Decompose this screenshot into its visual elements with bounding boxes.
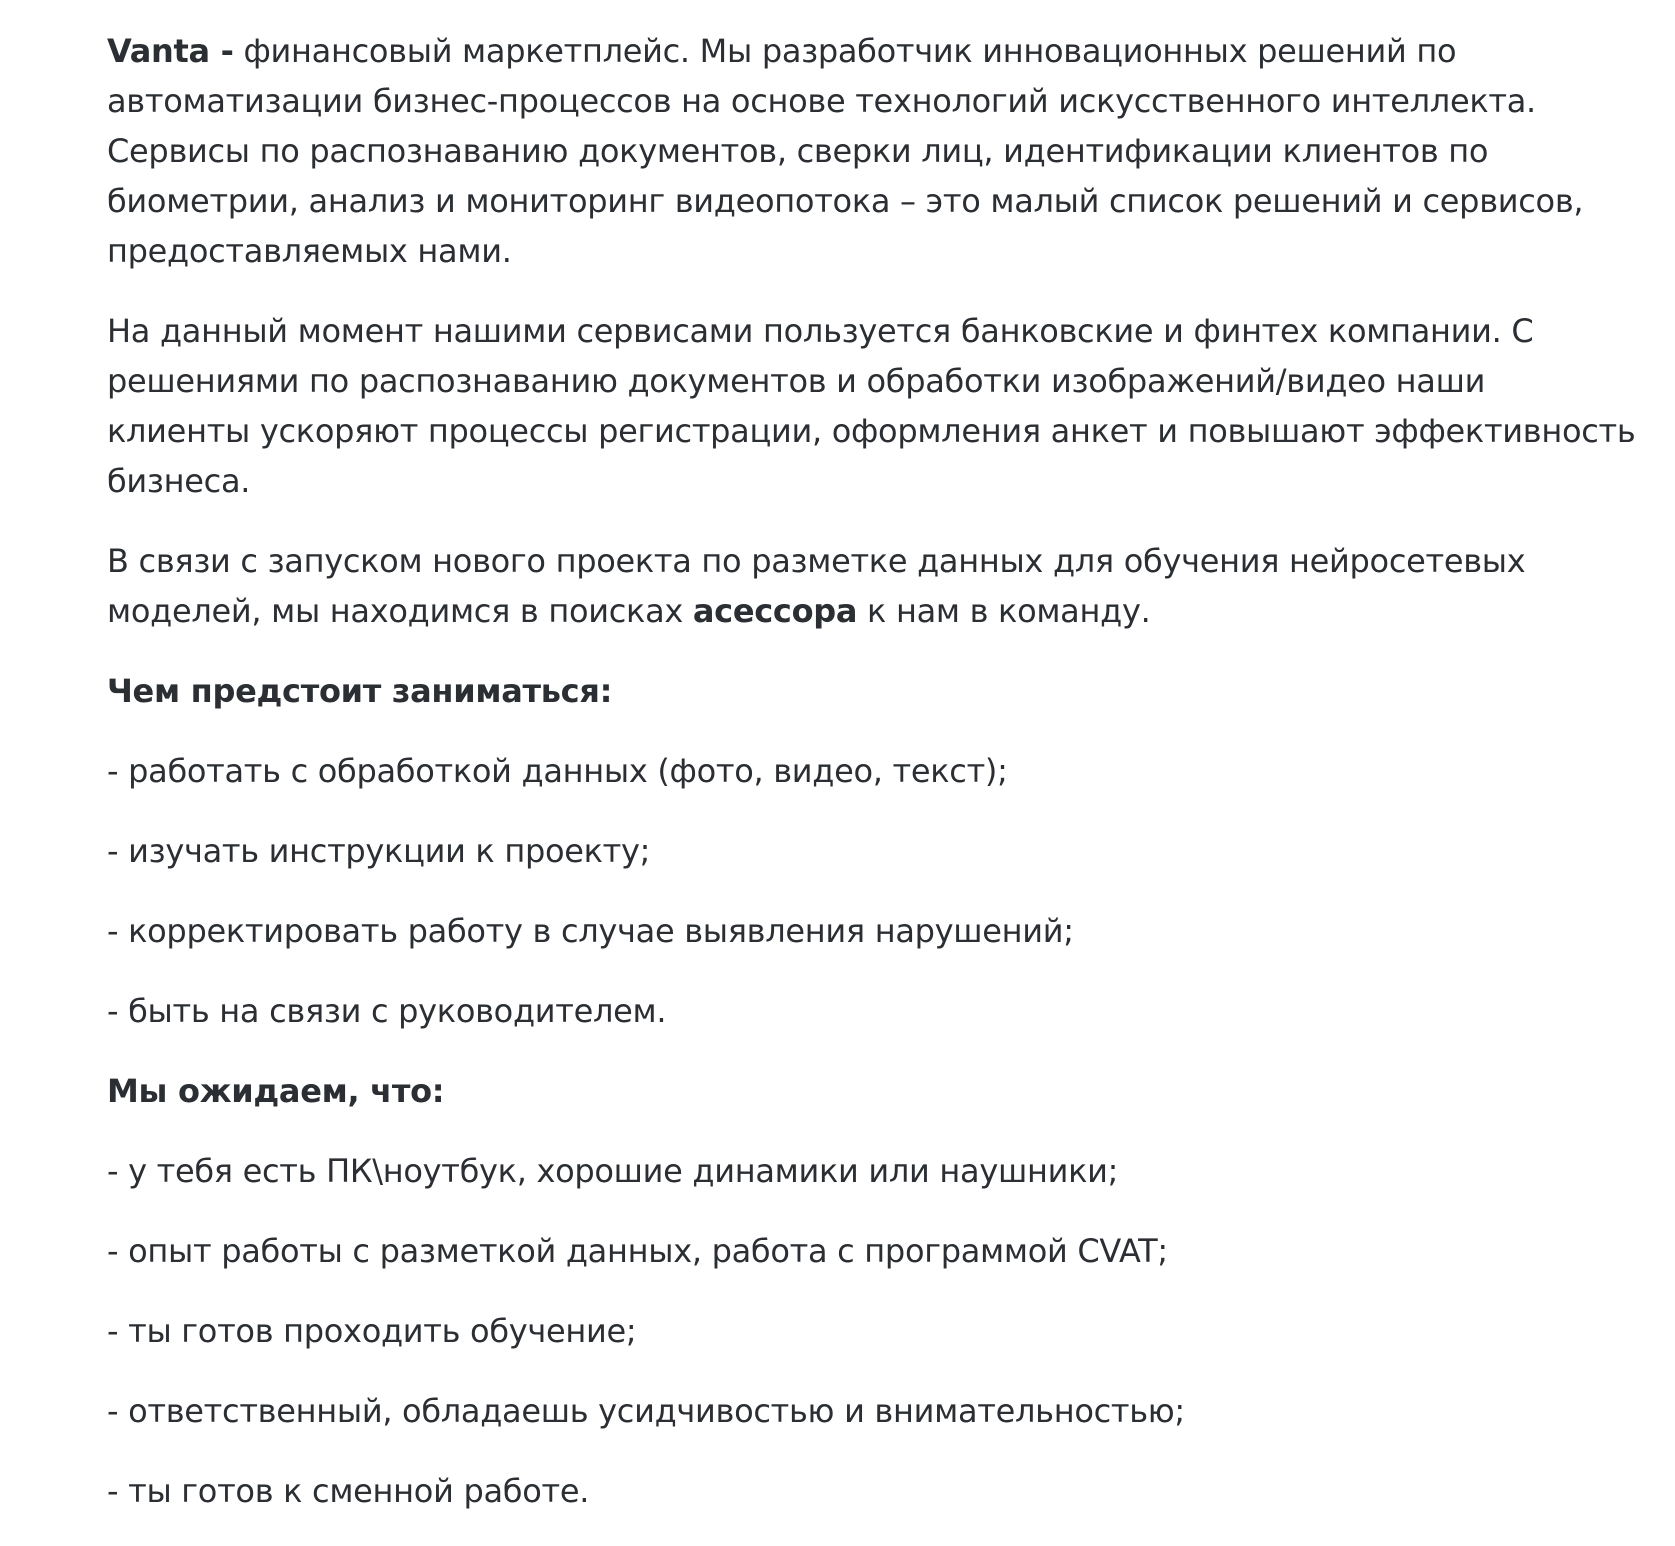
- role-name: асессора: [692, 592, 858, 630]
- project-text-before: В связи с запуском нового проекта по разметке данных для обучения нейросетевых моделей, мы находимся в поисках: [107, 542, 1526, 630]
- intro-text: финансовый маркетплейс. Мы разработчик инновационных решений по автоматизации бизнес-процессов на основе технологий искусственного интеллекта. Сервисы по распознаванию документов, сверки лиц, идентификации клиентов по биометрии, анализ и мониторинг видеопотока – это малый список решений и сервисов, предоставляемых нами.: [107, 32, 1584, 270]
- list-item: - ты готов к сменной работе.: [107, 1472, 590, 1510]
- clients-paragraph: На данный момент нашими сервисами пользуется банковские и финтех компании. С решениями по распознаванию документов и обработки изображений/видео наши клиенты ускоряют процессы регистрации, оформления анкет и повышают эффективность бизнеса.: [107, 312, 1636, 500]
- list-item: - опыт работы с разметкой данных, работа с программой CVAT;: [107, 1232, 1168, 1270]
- vacancy-description: [107, 26, 1637, 1546]
- list-item: - работать с обработкой данных (фото, видео, текст);: [107, 752, 1008, 790]
- intro-paragraph: [107, 26, 1637, 276]
- project-paragraph: [107, 536, 1637, 636]
- list-item: - ответственный, обладаешь усидчивостью и внимательностью;: [107, 1392, 1185, 1430]
- list-item: - ты готов проходить обучение;: [107, 1312, 637, 1350]
- duties-heading: Чем предстоит заниматься:: [107, 672, 613, 710]
- company-name: Vanta -: [107, 32, 234, 70]
- expectations-heading: Мы ожидаем, что:: [107, 1072, 445, 1110]
- list-item: - у тебя есть ПК\ноутбук, хорошие динамики или наушники;: [107, 1152, 1119, 1190]
- list-item: - изучать инструкции к проекту;: [107, 832, 651, 870]
- list-item: - корректировать работу в случае выявления нарушений;: [107, 912, 1074, 950]
- list-item: - быть на связи с руководителем.: [107, 992, 667, 1030]
- project-text-after: к нам в команду.: [857, 592, 1151, 630]
